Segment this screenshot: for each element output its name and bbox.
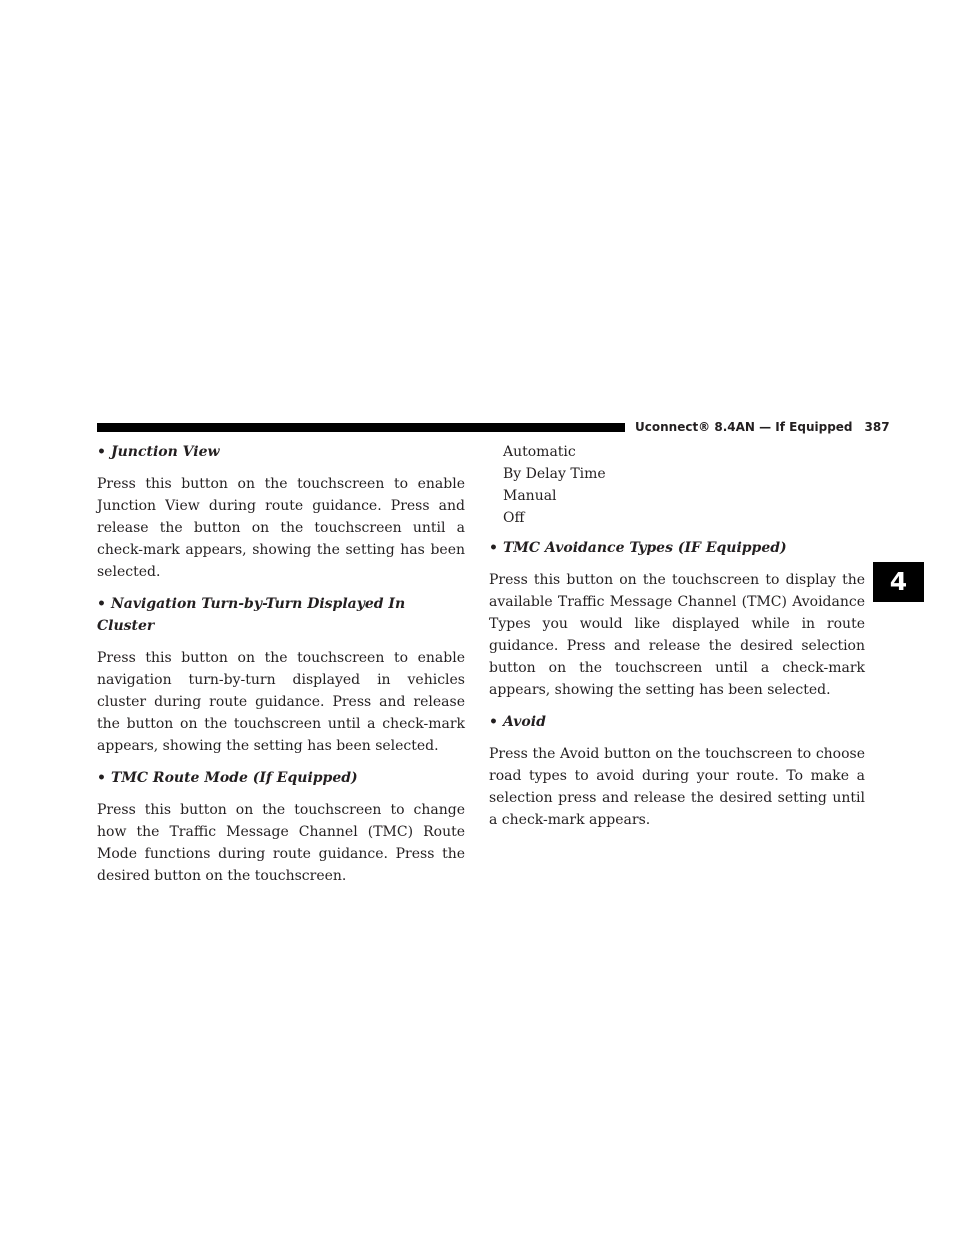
page-number: 387 bbox=[864, 420, 890, 434]
junction-view-body: Press this button on the touchscreen to enable Junction View during route guidance. Press and release the button on the touchscreen until a check-mark appears, showing the setting has been selected. bbox=[97, 476, 465, 580]
tmc-avoidance-heading bbox=[489, 537, 865, 559]
heading-text: Junction View bbox=[111, 444, 220, 460]
running-title: Uconnect® 8.4AN — If Equipped bbox=[635, 420, 853, 434]
heading-text: Avoid bbox=[503, 714, 546, 730]
tmc-avoidance-body: Press this button on the touchscreen to display the available Traffic Message Channel (TMC) Avoidance Types you would like displayed while in route guidance. Press and release the desired selection button on the touchscreen until a check-mark appears, showing the setting has been selected. bbox=[489, 572, 865, 698]
bullet-icon: • bbox=[97, 770, 106, 786]
bullet-icon: • bbox=[97, 596, 106, 612]
running-header bbox=[635, 419, 890, 435]
heading-text: TMC Route Mode (If Equipped) bbox=[111, 770, 358, 786]
junction-view-heading bbox=[97, 441, 465, 463]
left-column bbox=[97, 441, 465, 897]
header-rule bbox=[97, 423, 625, 432]
right-column bbox=[489, 441, 865, 841]
heading-text: TMC Avoidance Types (IF Equipped) bbox=[503, 540, 787, 556]
nav-turn-by-turn-body: Press this button on the touchscreen to enable navigation turn-by-turn displayed in vehicles cluster during route guidance. Press and release the button on the touchscreen until a check-mark appears, showing the setting has been selected. bbox=[97, 650, 465, 754]
bullet-icon: • bbox=[97, 444, 106, 460]
tmc-route-mode-heading bbox=[97, 767, 465, 789]
bullet-icon: • bbox=[489, 540, 498, 556]
nav-turn-by-turn-heading bbox=[97, 593, 465, 637]
option-off: Off bbox=[503, 510, 525, 526]
route-mode-options bbox=[503, 441, 865, 529]
option-automatic: Automatic bbox=[503, 444, 576, 460]
heading-text: Navigation Turn-by-Turn Displayed In Cluster bbox=[97, 596, 406, 634]
tmc-route-mode-body: Press this button on the touchscreen to change how the Traffic Message Channel (TMC) Route Mode functions during route guidance. Press the desired button on the touchscreen. bbox=[97, 802, 465, 884]
option-manual: Manual bbox=[503, 488, 557, 504]
avoid-heading bbox=[489, 711, 865, 733]
chapter-tab: 4 bbox=[873, 562, 924, 602]
bullet-icon: • bbox=[489, 714, 498, 730]
option-by-delay-time: By Delay Time bbox=[503, 466, 606, 482]
avoid-body: Press the Avoid button on the touchscreen to choose road types to avoid during your route. To make a selection press and release the desired setting until a check-mark appears. bbox=[489, 746, 865, 828]
